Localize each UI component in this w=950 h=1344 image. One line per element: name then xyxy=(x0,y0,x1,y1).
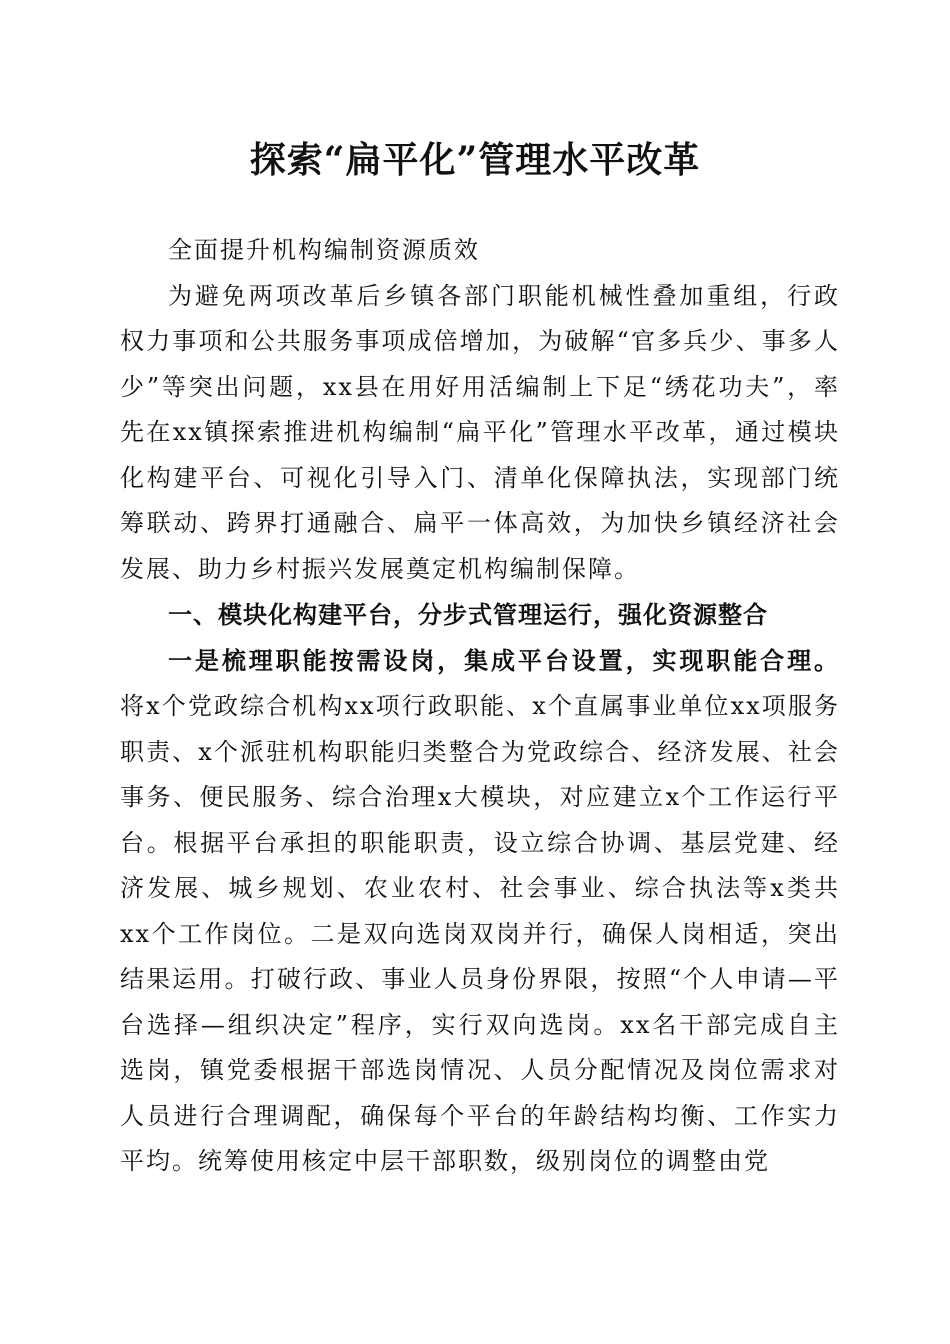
document-title: 探索“扁平化”管理水平改革 xyxy=(249,139,701,181)
document-subtitle: 全面提升机构编制资源质效 xyxy=(168,236,480,264)
section-heading: 一、模块化构建平台，分步式管理运行，强化资源整合 xyxy=(168,600,768,629)
section-body-text: 将x个党政综合机构xx项行政职能、x个直属事业单位xx项服务职责、x个派驻机构职能归类整合为党政综合、经济发展、社会事务、便民服务、综合治理x大模块，对应建立x个工作运行平台。根据平台承担的职能职责，设立综合协调、基层党建、经济发展、城乡规划、农业农村、社会事业、综合执法等x类共xx个工作岗位。二是双向选岗双岗并行，确保人岗相适，突出结果运用。打破行政、事业人员身份界限，按照“个人申请—平台选择—组织决定”程序，实行双向选岗。xx名干部完成自主选岗，镇党委根据干部选岗情况、人员分配情况及岗位需求对人员进行合理调配，确保每个平台的年龄结构均衡、工作实力平均。统筹使用核定中层干部职数，级别岗位的调整由党 xyxy=(120,692,840,1175)
intro-paragraph: 为避免两项改革后乡镇各部门职能机械性叠加重组，行政权力事项和公共服务事项成倍增加，为破解“官多兵少、事多人少”等突出问题，xx县在用好用活编制上下足“绣花功夫”，率先在xx镇探索推进机构编制“扁平化”管理水平改革，通过模块化构建平台、可视化引导入门、清单化保障执法，实现部门统筹联动、跨界打通融合、扁平一体高效，为加快乡镇经济社会发展、助力乡村振兴发展奠定机构编制保障。 xyxy=(120,281,840,583)
document-body xyxy=(120,228,840,1185)
section-lead-sentence: 一是梳理职能按需设岗，集成平台设置，实现职能合理。 xyxy=(168,645,840,675)
section-paragraph xyxy=(120,638,840,1185)
